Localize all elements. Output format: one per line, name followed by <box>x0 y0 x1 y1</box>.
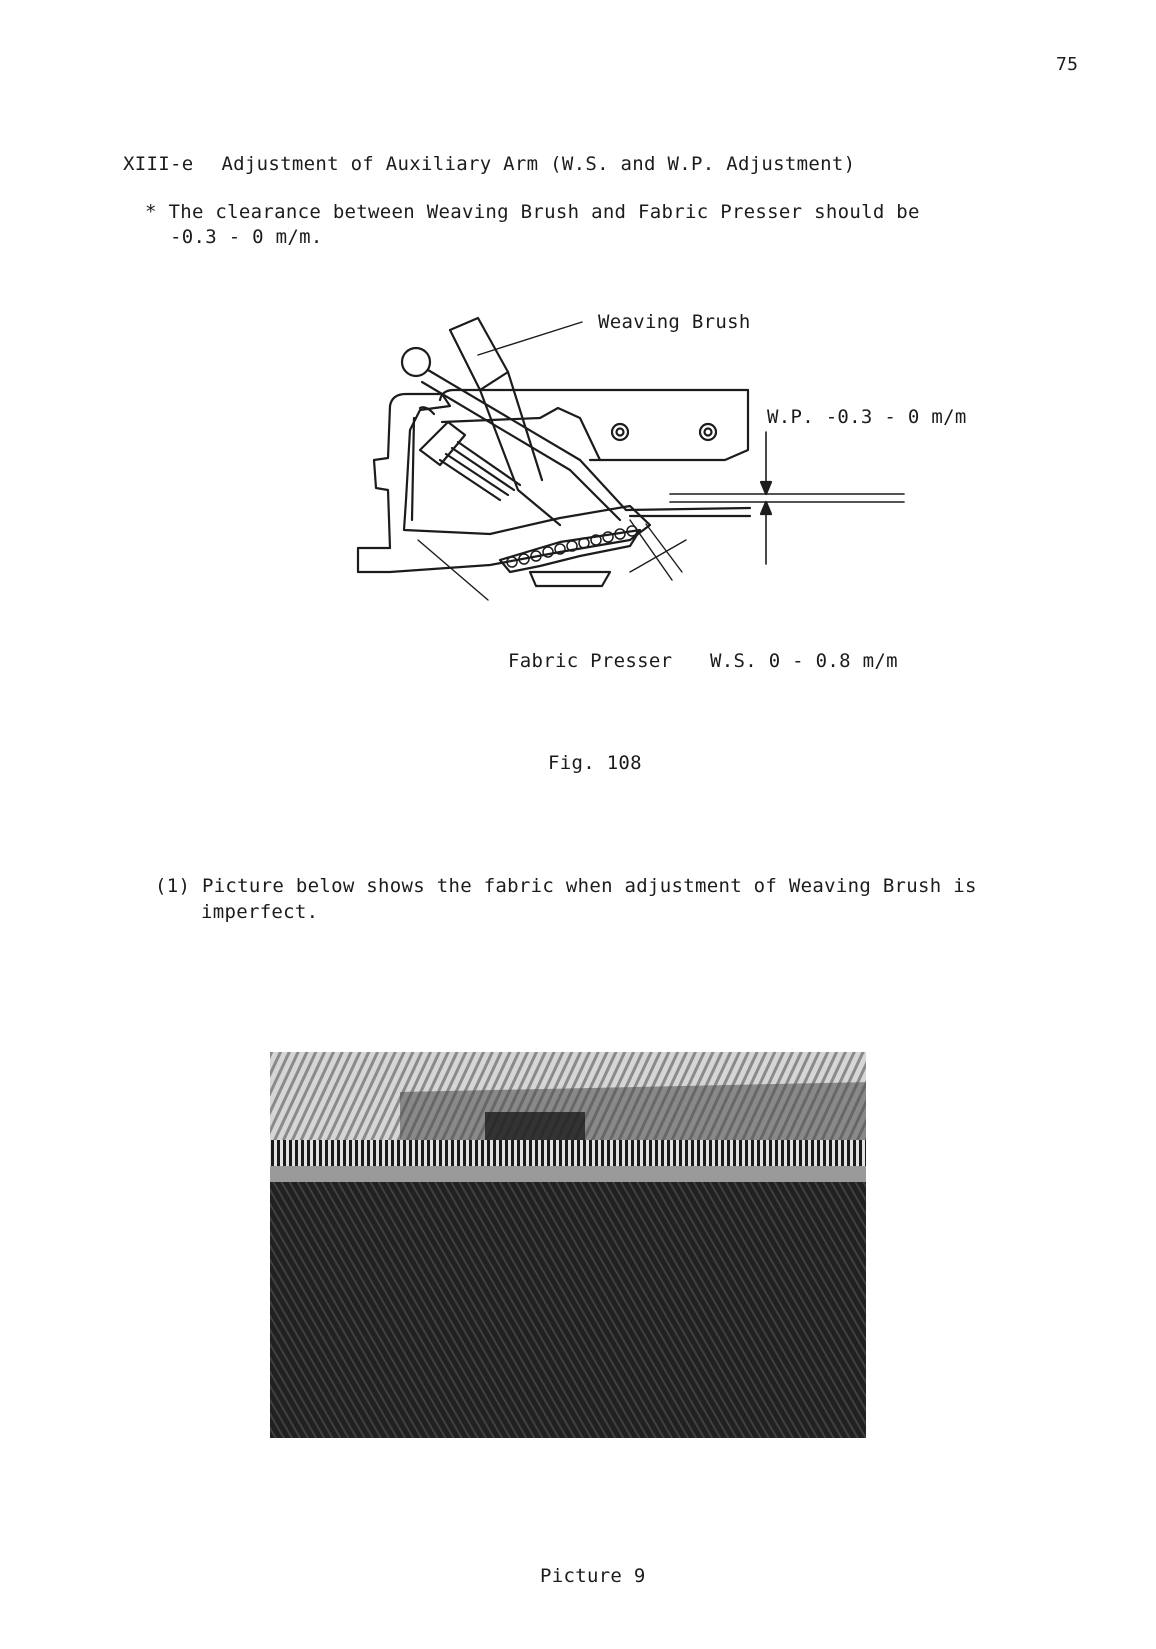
screw-left <box>612 424 628 440</box>
step-1-line-1: (1) Picture below shows the fabric when adjustment of Weaving Brush is <box>155 875 977 897</box>
figure-caption: Fig. 108 <box>548 752 642 774</box>
screw-right <box>700 424 716 440</box>
clearance-note <box>145 200 965 250</box>
step-1-text <box>155 873 1055 925</box>
handle-knob <box>402 348 430 376</box>
fabric-photo <box>270 1052 866 1438</box>
weaving-brush-label: Weaving Brush <box>598 311 751 333</box>
clearance-note-line-1: * The clearance between Weaving Brush and Fabric Presser should be <box>145 201 920 223</box>
page-number: 75 <box>1056 54 1079 75</box>
step-1-line-2: imperfect. <box>201 901 319 923</box>
wp-clearance-label: W.P. -0.3 - 0 m/m <box>767 406 967 428</box>
section-code: XIII-e <box>123 153 194 175</box>
section-title: Adjustment of Auxiliary Arm (W.S. and W.P. Adjustment) <box>221 153 856 175</box>
fabric-presser-label: Fabric Presser <box>508 650 673 672</box>
section-heading <box>123 153 855 175</box>
ws-clearance-label: W.S. 0 - 0.8 m/m <box>710 650 898 672</box>
clearance-note-line-2: -0.3 - 0 m/m. <box>170 226 323 248</box>
auxiliary-arm-diagram <box>330 310 950 610</box>
picture-caption: Picture 9 <box>540 1565 646 1587</box>
